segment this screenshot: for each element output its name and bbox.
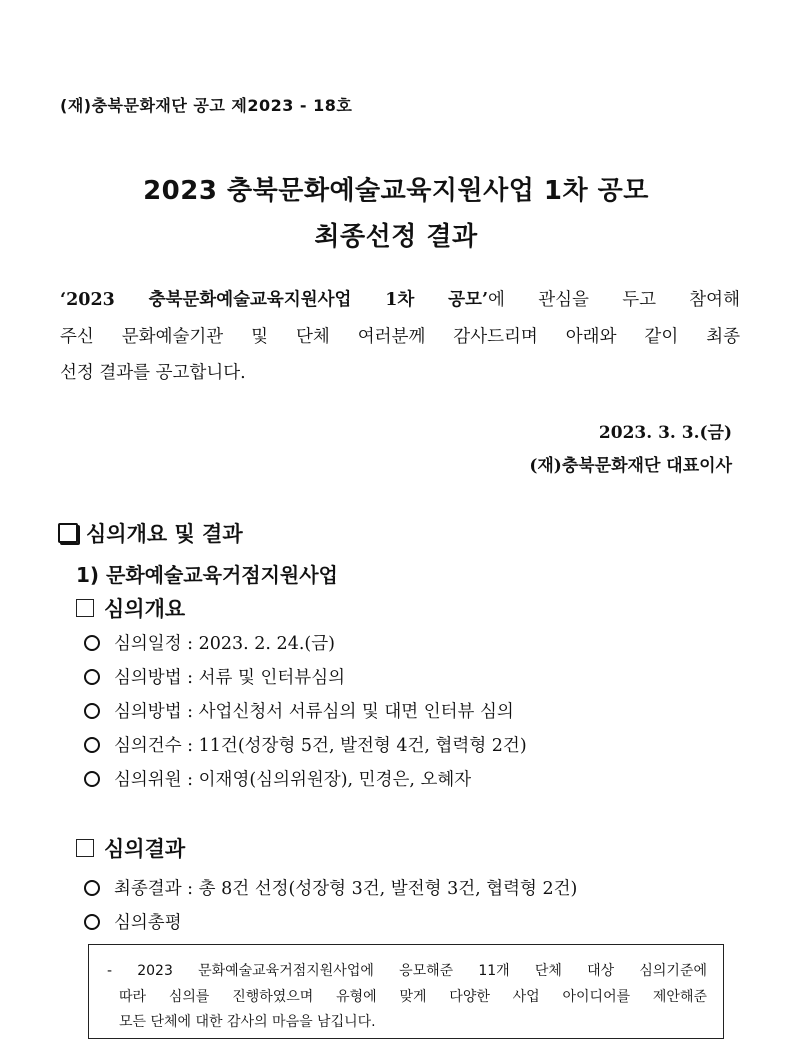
list-item-text: 심의방법 : 서류 및 인터뷰심의 (114, 668, 346, 688)
list-item-text: 심의총평 (114, 913, 182, 933)
overview-heading (76, 593, 185, 623)
announcement-date: 2023. 3. 3.(금) (598, 423, 732, 443)
results-heading (76, 833, 185, 863)
results-heading-label: 심의결과 (104, 837, 186, 861)
hollow-circle-icon (84, 737, 100, 753)
review-note-line: - 2023 문화예술교육거점지원사업에 응모해준 11개 단체 대상 심의기준에 (107, 963, 707, 979)
hollow-circle-icon (84, 914, 100, 930)
intro-quoted-title: ‘2023 충북문화예술교육지원사업 1차 공모’ (60, 290, 489, 310)
list-item (84, 732, 527, 757)
review-note-line: 따라 심의를 진행하였으며 유형에 맞게 다양한 사업 아이디어를 제안해준 (119, 988, 707, 1005)
hollow-circle-icon (84, 669, 100, 685)
document-subtitle: 최종선정 결과 (314, 222, 478, 252)
list-item-text: 심의방법 : 사업신청서 서류심의 및 대면 인터뷰 심의 (114, 702, 514, 722)
review-note-line: 모든 단체에 대한 감사의 마음을 남깁니다. (119, 1014, 376, 1030)
hollow-square-icon (76, 839, 94, 857)
list-item-text: 최종결과 : 총 8건 선정(성장형 3건, 발전형 3건, 협력형 2건) (114, 879, 578, 899)
notice-number: (재)충북문화재단 공고 제2023 - 18호 (60, 96, 353, 115)
hollow-circle-icon (84, 635, 100, 651)
list-item-text: 심의일정 : 2023. 2. 24.(금) (114, 634, 335, 654)
intro-line2: 주신 문화예술기관 및 단체 여러분께 감사드리며 아래와 같이 최종 (60, 326, 740, 347)
signatory: (재)충북문화재단 대표이사 (529, 456, 732, 476)
review-note-box (88, 944, 724, 1039)
list-item (84, 698, 514, 723)
subsection-title: 1) 문화예술교육거점지원사업 (76, 563, 338, 587)
list-item (84, 909, 182, 934)
intro-paragraph (60, 282, 740, 392)
intro-line1-rest: 에 관심을 두고 참여해 (488, 290, 740, 310)
document-title: 2023 충북문화예술교육지원사업 1차 공모 (143, 176, 649, 206)
shadowed-square-icon (58, 523, 78, 543)
section-heading (58, 518, 243, 548)
hollow-circle-icon (84, 880, 100, 896)
hollow-square-icon (76, 599, 94, 617)
list-item (84, 875, 577, 900)
list-item (84, 766, 471, 791)
section-title: 심의개요 및 결과 (86, 522, 243, 546)
list-item-text: 심의건수 : 11건(성장형 5건, 발전형 4건, 협력형 2건) (114, 736, 527, 756)
list-item (84, 630, 335, 655)
intro-line3: 선정 결과를 공고합니다. (60, 363, 246, 383)
hollow-circle-icon (84, 703, 100, 719)
list-item (84, 664, 345, 689)
hollow-circle-icon (84, 771, 100, 787)
list-item-text: 심의위원 : 이재영(심의위원장), 민경은, 오혜자 (114, 770, 472, 790)
overview-heading-label: 심의개요 (104, 597, 186, 621)
